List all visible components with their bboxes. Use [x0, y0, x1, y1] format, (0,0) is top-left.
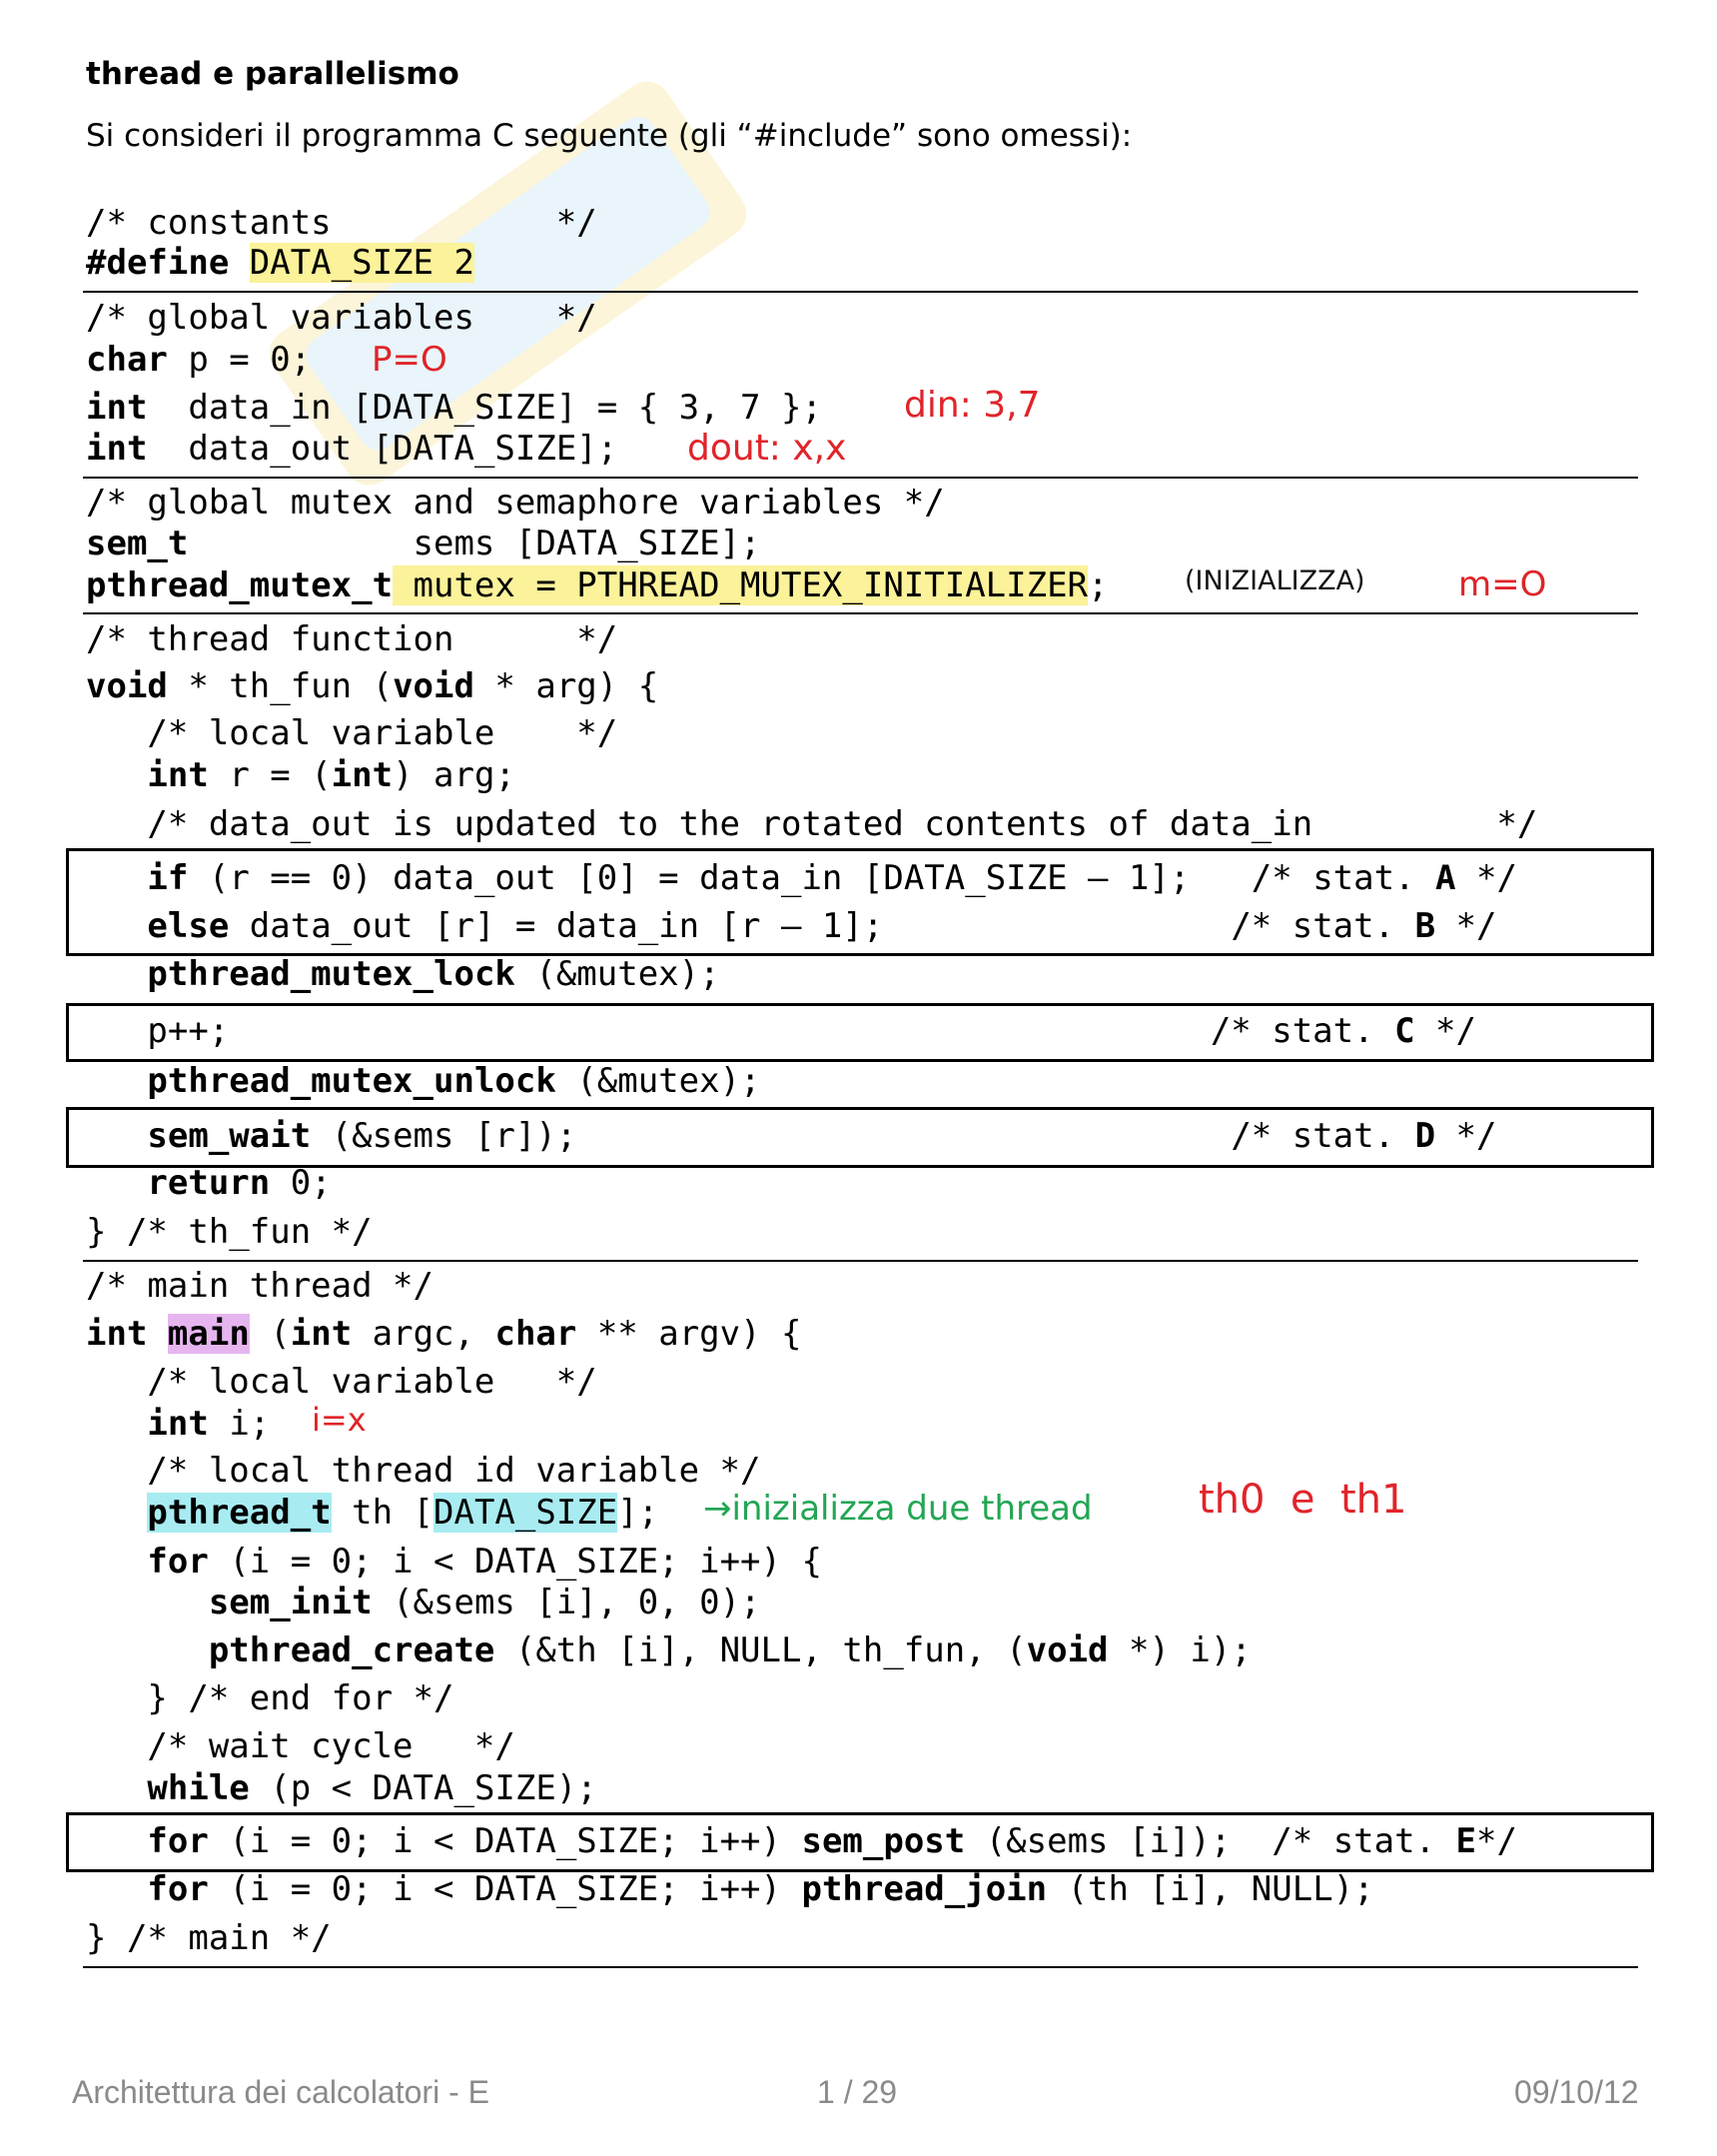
footer-date: 09/10/12	[1514, 2074, 1639, 2110]
code-line-7: /* global mutex and semaphore variables */	[86, 483, 945, 523]
code-line-9: pthread_mutex_t mutex = PTHREAD_MUTEX_INITIALIZER;	[86, 565, 1109, 605]
code-line-30: sem_init (&sems [i], 0, 0);	[208, 1583, 761, 1622]
code-line-23: /* main thread */	[86, 1266, 433, 1306]
code-line-14: /* data_out is updated to the rotated contents of data_in */	[86, 804, 1538, 844]
code-line-35: for (i = 0; i < DATA_SIZE; i++) sem_post (&sems [i]); /* stat. E*/	[147, 1821, 1517, 1861]
section-divider	[83, 477, 1638, 479]
code-line-2: #define DATA_SIZE 2	[86, 243, 474, 283]
code-line-8: sem_t sems [DATA_SIZE];	[86, 524, 761, 563]
section-divider	[83, 1966, 1638, 1968]
section-divider	[83, 1260, 1638, 1262]
code-line-25: /* local variable */	[86, 1362, 597, 1402]
code-line-24: int main (int argc, char ** argv) {	[86, 1314, 802, 1354]
annotation-th: th0 e th1	[1199, 1477, 1407, 1523]
code-line-33: /* wait cycle */	[86, 1726, 515, 1766]
code-line-1: /* constants */	[86, 203, 597, 243]
annotation-m0: m=O	[1458, 564, 1547, 604]
intro-text: Si consideri il programma C seguente (gli “#include” sono omessi):	[86, 118, 1133, 154]
annotation-i: i=x	[312, 1401, 367, 1439]
code-line-19: pthread_mutex_unlock (&mutex);	[147, 1061, 761, 1101]
code-line-4: char p = 0;	[86, 340, 312, 380]
annotation-din: din: 3,7	[904, 385, 1041, 426]
code-line-32: } /* end for */	[86, 1678, 454, 1718]
code-line-31: pthread_create (&th [i], NULL, th_fun, (void *) i);	[208, 1630, 1252, 1670]
code-line-3: /* global variables */	[86, 298, 597, 338]
code-line-5: int data_in [DATA_SIZE] = { 3, 7 };	[86, 388, 822, 428]
code-line-28: pthread_t th [DATA_SIZE];	[147, 1493, 659, 1533]
code-line-26: int i;	[147, 1404, 271, 1444]
footer-course: Architettura dei calcolatori - E	[72, 2074, 489, 2110]
code-line-16: else data_out [r] = data_in [r – 1]; /* stat. B */	[147, 906, 1497, 946]
annotation-dout: dout: x,x	[687, 428, 847, 469]
code-line-15: if (r == 0) data_out [0] = data_in [DATA_SIZE – 1]; /* stat. A */	[147, 858, 1517, 898]
annotation-threads: →inizializza due thread	[703, 1489, 1093, 1529]
code-line-13: int r = (int) arg;	[147, 755, 515, 795]
annotation-p0: P=O	[372, 340, 447, 380]
section-divider	[83, 612, 1638, 614]
footer-page-number: 1 / 29	[817, 2074, 898, 2110]
code-line-34: while (p < DATA_SIZE);	[147, 1768, 597, 1808]
code-line-10: /* thread function */	[86, 619, 618, 659]
code-line-29: for (i = 0; i < DATA_SIZE; i++) {	[147, 1542, 822, 1582]
code-line-18: p++; /* stat. C */	[86, 1011, 1476, 1051]
page-title: thread e parallelismo	[86, 56, 459, 92]
code-line-6: int data_out [DATA_SIZE];	[86, 429, 618, 469]
section-divider	[83, 291, 1638, 293]
code-line-37: } /* main */	[86, 1918, 332, 1958]
code-line-21: return 0;	[147, 1163, 332, 1203]
code-line-22: } /* th_fun */	[86, 1212, 373, 1252]
code-line-11: void * th_fun (void * arg) {	[86, 666, 659, 706]
code-line-12: /* local variable */	[86, 713, 618, 753]
annotation-inizializza: (INIZIALIZZA)	[1185, 565, 1365, 596]
code-line-36: for (i = 0; i < DATA_SIZE; i++) pthread_join (th [i], NULL);	[147, 1869, 1374, 1909]
code-line-17: pthread_mutex_lock (&mutex);	[147, 954, 720, 994]
code-line-20: sem_wait (&sems [r]); /* stat. D */	[147, 1116, 1497, 1156]
code-line-27: /* local thread id variable */	[86, 1451, 761, 1491]
